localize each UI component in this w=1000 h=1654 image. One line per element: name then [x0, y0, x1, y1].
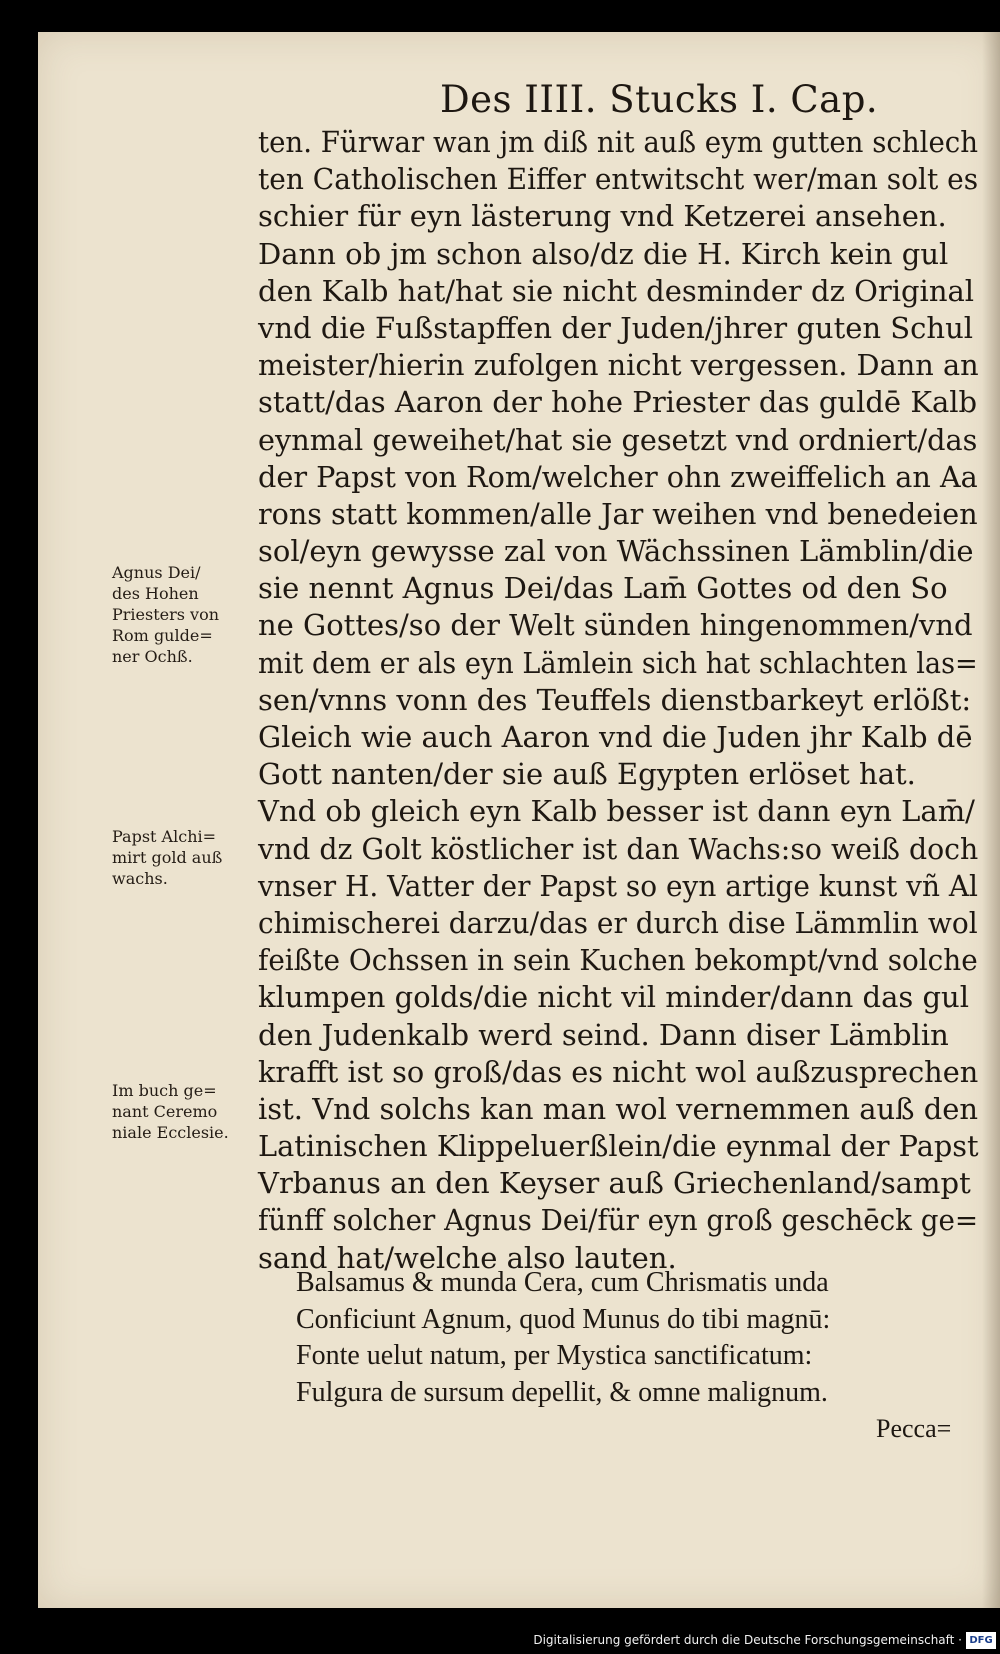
- running-head: Des IIII. Stucks I. Cap.: [440, 78, 879, 121]
- text-line: sol/eyn gewysse zal von Wächssinen Lämblin/die: [258, 534, 974, 569]
- verse-line: Fonte uelut natum, per Mystica sanctificatum:: [296, 1340, 813, 1371]
- page-edge-shadow: [982, 32, 1000, 1608]
- text-line: chimischerei darzu/das er durch dise Lämmlin wol: [258, 905, 978, 940]
- text-line: statt/das Aaron der hohe Priester das guldē Kalb: [258, 385, 978, 420]
- verse-line: Conficiunt Agnum, quod Munus do tibi magnū:: [296, 1303, 831, 1335]
- text-line: rons statt kommen/alle Jar weihen vnd benedeien: [258, 496, 978, 531]
- marginal-line: niale Ecclesie.: [112, 1123, 229, 1142]
- footer-bar: [0, 1628, 1000, 1654]
- text-line: klumpen golds/die nicht vil minder/dann das gul: [258, 980, 969, 1015]
- text-line: der Papst von Rom/welcher ohn zweiffelich an Aa: [258, 459, 978, 494]
- text-line: eynmal geweihet/hat sie gesetzt vnd ordniert/das: [258, 422, 978, 457]
- text-line: ist. Vnd solchs kan man wol vernemmen auß den: [258, 1091, 979, 1126]
- marginal-line: des Hohen: [112, 584, 199, 603]
- text-line: sie nennt Agnus Dei/das Lam̄ Gottes od den So: [258, 571, 948, 606]
- text-line: fünff solcher Agnus Dei/für eyn groß geschēck ge=: [258, 1203, 979, 1238]
- marginal-line: Rom gulde=: [112, 626, 213, 645]
- text-line: Dann ob jm schon also/dz die H. Kirch kein gul: [258, 236, 949, 271]
- text-line: sand hat/welche also lauten.: [258, 1240, 677, 1275]
- marginal-note-ceremoniale: [112, 1080, 252, 1143]
- text-line: vnd dz Golt köstlicher ist dan Wachs:so weiß doch: [258, 831, 979, 866]
- body-text: [258, 124, 978, 1277]
- text-line: Vrbanus an den Keyser auß Griechenland/sampt: [258, 1166, 971, 1201]
- text-line: vnd die Fußstapffen der Juden/jhrer guten Schul: [258, 310, 974, 345]
- text-line: feißte Ochssen in sein Kuchen bekompt/vnd solche: [258, 943, 978, 978]
- text-line: ne Gottes/so der Welt sünden hingenommen/vnd: [258, 608, 973, 643]
- latin-verse: [296, 1265, 830, 1411]
- marginal-line: ner Ochß.: [112, 647, 193, 666]
- marginal-note-papst-alchimirt: [112, 826, 252, 889]
- dfg-logo: DFG: [966, 1632, 996, 1649]
- text-line: schier für eyn lästerung vnd Ketzerei ansehen.: [258, 199, 947, 234]
- text-line: Gott nanten/der sie auß Egypten erlöset hat.: [258, 757, 916, 792]
- marginal-line: mirt gold auß: [112, 848, 223, 867]
- funding-credit: Digitalisierung gefördert durch die Deutsche Forschungsgemeinschaft ·: [533, 1633, 962, 1647]
- text-line: Latinischen Klippeluerßlein/die eynmal der Papst: [258, 1129, 979, 1164]
- text-line: vnser H. Vatter der Papst so eyn artige kunst vñ Al: [258, 868, 978, 903]
- marginal-line: Papst Alchi=: [112, 827, 217, 846]
- marginal-line: Priesters von: [112, 605, 220, 624]
- verse-line: Fulgura de sursum depellit, & omne malignum.: [296, 1376, 828, 1408]
- verse-line: Balsamus & munda Cera, cum Chrismatis unda: [296, 1267, 829, 1298]
- text-line: sen/vnns vonn des Teuffels dienstbarkeyt erlößt:: [258, 682, 972, 717]
- text-line: ten Catholischen Eiffer entwitscht wer/man solt es: [258, 162, 979, 197]
- text-line: den Kalb hat/hat sie nicht desminder dz Original: [258, 273, 975, 308]
- text-line: Vnd ob gleich eyn Kalb besser ist dann eyn Lam̄/: [258, 794, 975, 829]
- catchword: Pecca=: [876, 1414, 952, 1443]
- text-line: meister/hierin zufolgen nicht vergessen. Dann an: [258, 348, 979, 383]
- text-line: mit dem er als eyn Lämlein sich hat schlachten las=: [258, 645, 978, 680]
- marginal-line: nant Ceremo: [112, 1102, 218, 1121]
- text-line: den Judenkalb werd seind. Dann diser Lämblin: [258, 1017, 949, 1052]
- text-line: Gleich wie auch Aaron vnd die Juden jhr Kalb dē: [258, 720, 973, 754]
- text-line: ten. Fürwar wan jm diß nit auß eym gutten schlech: [258, 125, 979, 159]
- marginal-note-agnus-dei: [112, 562, 252, 667]
- text-line: krafft ist so groß/das es nicht wol außzusprechen: [258, 1054, 979, 1089]
- marginal-line: Im buch ge=: [112, 1081, 217, 1100]
- marginal-line: Agnus Dei/: [112, 563, 201, 582]
- marginal-line: wachs.: [112, 869, 168, 888]
